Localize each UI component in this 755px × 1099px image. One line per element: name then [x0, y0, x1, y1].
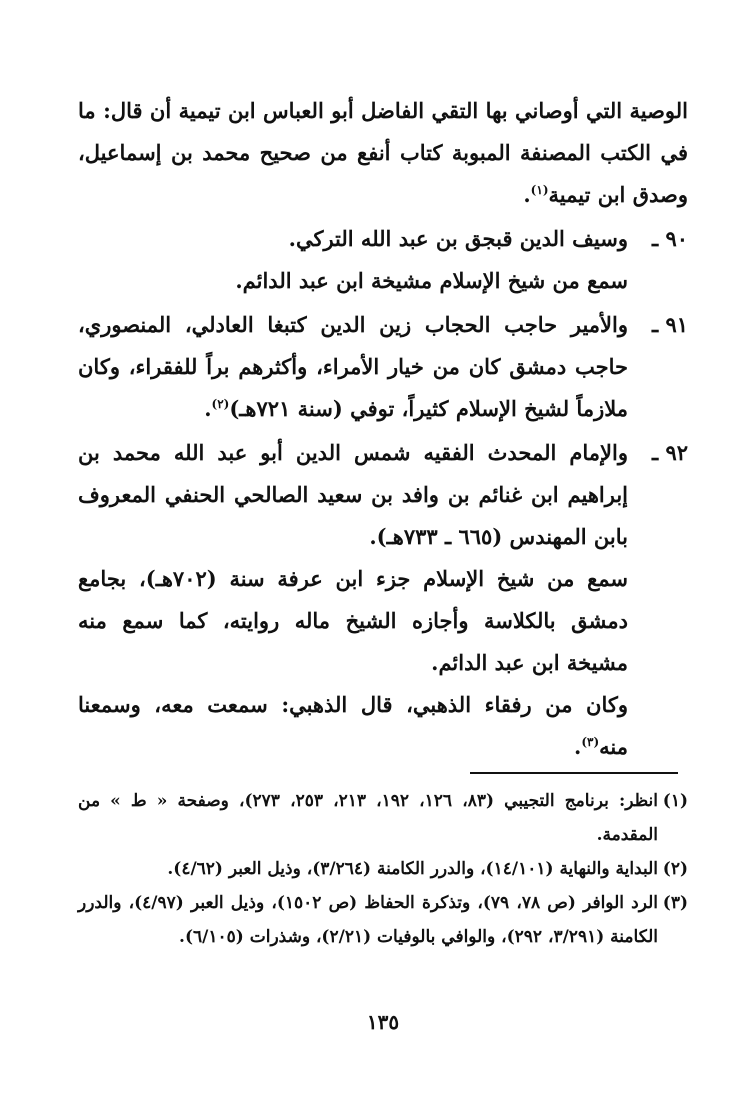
footnote-ref-3[interactable]: (٣): [581, 735, 600, 749]
entry-number: ٩٠ ـ: [651, 226, 688, 251]
footnote-ref-2[interactable]: (٢): [211, 397, 230, 411]
footnote-separator: [470, 772, 678, 774]
entry-note-end: .: [574, 734, 582, 759]
page-number: ١٣٥: [366, 1010, 400, 1034]
entry-heading: [78, 304, 628, 430]
footnote-text: البداية والنهاية (١٤/١٠١)، والدرر الكامنة (٣/٢٦٤)، وذيل العبر (٤/٦٢).: [167, 859, 658, 879]
footnote-1: [78, 784, 688, 852]
entry-note-text: سمع من شيخ الإسلام مشيخة ابن عبد الدائم.: [235, 268, 628, 293]
entry-90-note: [78, 260, 688, 302]
intro-text: الوصية التي أوصاني بها التقي الفاضل أبو العباس ابن تيمية أن قال: ما في الكتب المصنفة المبوبة كتاب أنفع من صحيح محمد بن إسماعيل، وصدق ابن تيمية: [78, 98, 688, 207]
entry-number: ٩٢ ـ: [651, 440, 688, 465]
footnotes: [78, 784, 688, 954]
book-page: [78, 90, 688, 1080]
entry-92: [78, 432, 688, 558]
entry-90: [78, 218, 688, 260]
intro-paragraph: [78, 90, 688, 216]
intro-end: .: [523, 182, 531, 207]
entry-number: ٩١ ـ: [651, 312, 688, 337]
footnote-3: [78, 886, 688, 954]
entry-heading-text: والإمام المحدث الفقيه شمس الدين أبو عبد الله محمد بن إبراهيم ابن غنائم بن وافد بن سعيد الصالحي الحنفي المعروف بابن المهندس (٦٦٥ ـ ٧٣٣هـ).: [78, 440, 628, 549]
footnote-number: (٣): [662, 893, 688, 913]
entry-heading-end: .: [204, 396, 212, 421]
footnote-text: انظر: برنامج التجيبي (٨٣، ١٢٦، ١٩٢، ٢١٣، ٢٥٣، ٢٧٣)، وصفحة « ط » من المقدمة.: [78, 791, 659, 845]
entry-heading: [78, 218, 628, 260]
main-text: [78, 90, 688, 768]
footnote-number: (٢): [662, 859, 688, 879]
footnote-2: [78, 852, 688, 886]
entry-92-note-1: [78, 558, 688, 684]
footnote-ref-1[interactable]: (١): [530, 183, 549, 197]
entry-heading-text: وسيف الدين قبجق بن عبد الله التركي.: [288, 226, 628, 251]
entry-note-text: وكان من رفقاء الذهبي، قال الذهبي: سمعت معه، وسمعنا منه: [78, 692, 628, 759]
entry-heading-text: والأمير حاجب الحجاب زين الدين كتبغا العادلي، المنصوري، حاجب دمشق كان من خيار الأمراء، وأكثرهم براً للفقراء، وكان ملازماً لشيخ الإسلام كثيراً، توفي (سنة ٧٢١هـ): [78, 312, 628, 421]
footnote-number: (١): [662, 791, 688, 811]
footnote-text: الرد الوافر (ص ٧٨، ٧٩)، وتذكرة الحفاظ (ص ١٥٠٢)، وذيل العبر (٤/٩٧)، والدرر الكامنة (٣/٢٩١، ٢٩٢)، والوافي بالوفيات (٢/٢١)، وشذرات (٦/١٠٥).: [78, 893, 659, 947]
entry-92-note-2: [78, 684, 688, 768]
entry-heading: [78, 432, 628, 558]
entry-91: [78, 304, 688, 430]
entry-note-text: سمع من شيخ الإسلام جزء ابن عرفة سنة (٧٠٢هـ)، بجامع دمشق بالكلاسة وأجازه الشيخ ماله روايته، كما سمع منه مشيخة ابن عبد الدائم.: [78, 566, 628, 675]
